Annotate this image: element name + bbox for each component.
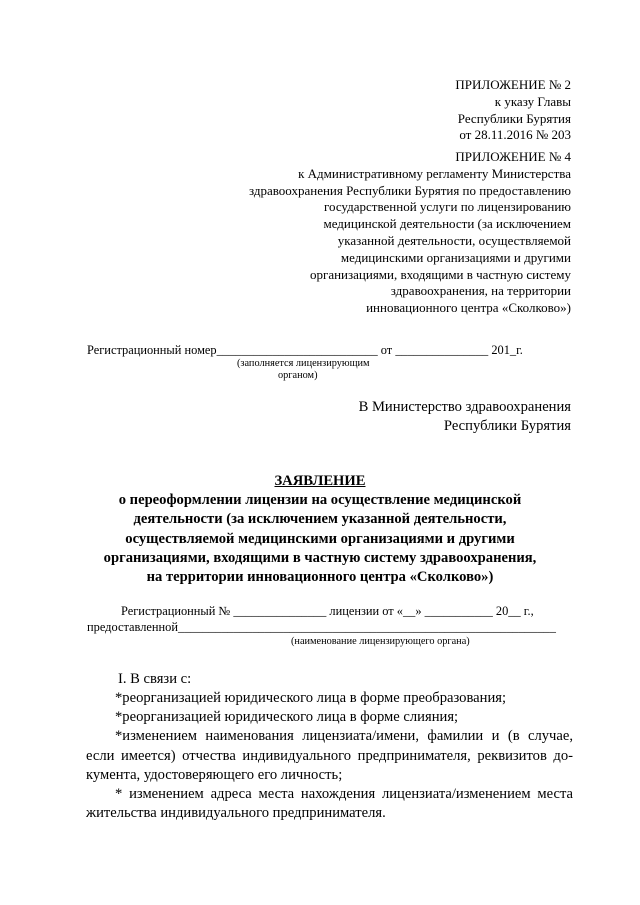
list-item-continuation: если имеется) отчества индивидуального предпринимателя, реквизитов до- — [86, 747, 573, 764]
list-item: *реорганизацией юридического лица в форме слияния; — [115, 709, 459, 726]
license-registration-line: Регистрационный № _______________ лицензии от «__» ___________ 20__ г., — [121, 604, 534, 618]
appendix4-line: медицинской деятельности (за исключением — [323, 216, 571, 232]
list-item: *изменением наименования лицензиата/имени, фамилии и (в случае, — [115, 728, 573, 745]
list-item: * изменением адреса места нахождения лицензиата/изменением места — [115, 786, 573, 803]
registration-number-line: Регистрационный номер__________________________ от _______________ 201_г. — [87, 343, 523, 357]
appendix4-line: здравоохранения, на территории — [390, 283, 571, 299]
appendix4-line: инновационного центра «Сколково») — [366, 300, 571, 316]
addressee-line2: Республики Бурятия — [443, 418, 571, 434]
appendix4-line: указанной деятельности, осуществляемой — [337, 232, 571, 248]
appendix2-order: к указу Главы — [494, 93, 571, 109]
document-title: ЗАЯВЛЕНИЕ — [274, 473, 366, 489]
appendix4-title: ПРИЛОЖЕНИЕ № 4 — [455, 149, 571, 164]
license-issuer-line: предоставленной_____________________________________________________________ — [87, 620, 556, 634]
section-items — [86, 689, 573, 823]
heading-line: на территории инновационного центра «Сколково») — [146, 569, 494, 586]
appendix2-block — [455, 77, 571, 144]
appendix4-block — [249, 149, 571, 317]
document-heading — [70, 472, 570, 587]
appendix4-line: медицинскими организациями и другими — [340, 249, 571, 265]
appendix4-line: организациями, входящими в частную систему — [309, 266, 571, 282]
heading-line: осуществляемой медицинскими организациями и другими — [125, 530, 515, 547]
section-title: I. В связи с: — [118, 671, 192, 687]
registration-note-line2: органом) — [278, 370, 318, 381]
heading-line: деятельности (за исключением указанной деятельности, — [133, 511, 507, 528]
addressee-line1: В Министерство здравоохранения — [358, 399, 571, 415]
appendix4-line: к Административному регламенту Министерства — [298, 165, 571, 181]
list-item-continuation: кумента, удостоверяющего его личность; — [86, 766, 343, 783]
appendix2-date: от 28.11.2016 № 203 — [459, 127, 571, 143]
registration-note-line1: (заполняется лицензирующим — [237, 358, 370, 369]
addressee-block — [359, 398, 571, 436]
appendix4-line: здравоохранения Республики Бурятия по предоставлению — [248, 182, 571, 198]
appendix2-title: ПРИЛОЖЕНИЕ № 2 — [455, 77, 571, 92]
list-item-continuation: жительства индивидуального предпринимателя. — [86, 805, 386, 822]
appendix4-line: государственной услуги по лицензированию — [324, 199, 571, 215]
license-issuer-note: (наименование лицензирующего органа) — [291, 636, 470, 647]
appendix2-republic: Республики Бурятия — [457, 110, 571, 126]
heading-line: о переоформлении лицензии на осуществление медицинской — [118, 492, 522, 509]
list-item: *реорганизацией юридического лица в форме преобразования; — [115, 690, 507, 706]
heading-line: организациями, входящими в частную систему здравоохранения, — [103, 549, 537, 566]
